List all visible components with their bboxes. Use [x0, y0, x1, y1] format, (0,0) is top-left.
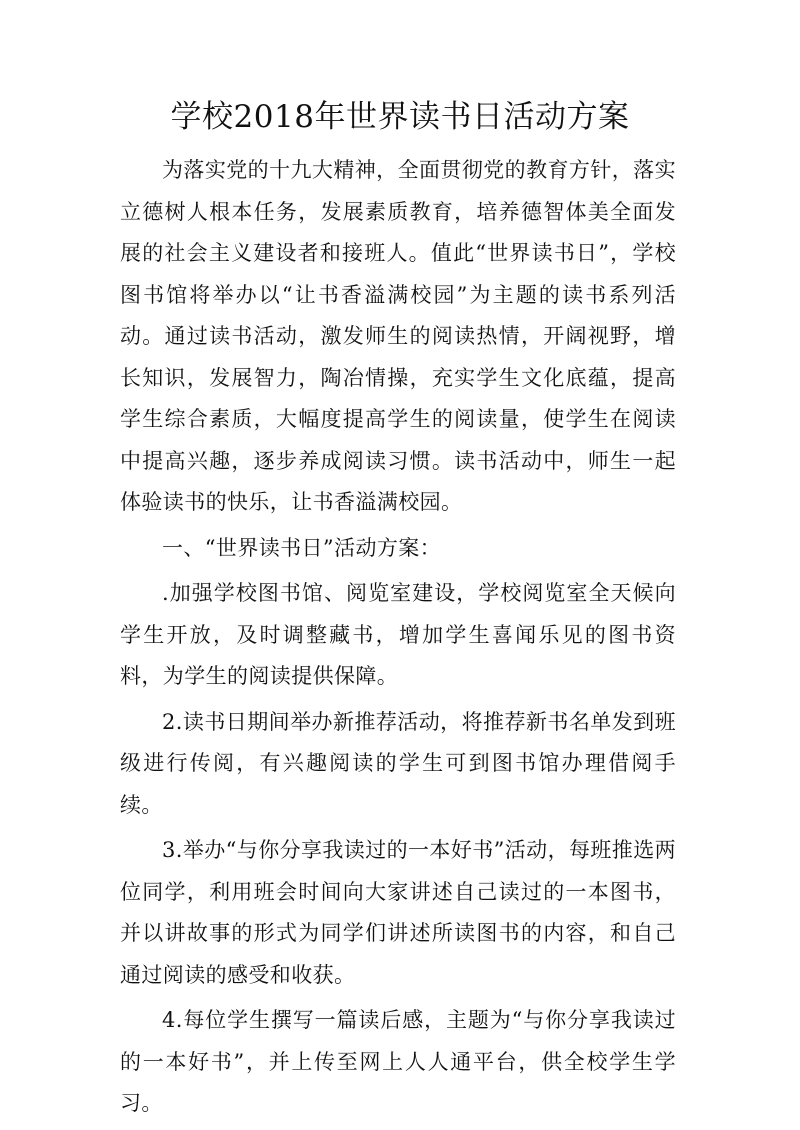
intro-paragraph: 为落实党的十九大精神，全面贯彻党的教育方针，落实立德树人根本任务，发展素质教育，培养德智体美全面发展的社会主义建设者和接班人。值此“世界读书日”，学校图书馆将举办以“让书香溢满校园”为主题的读书系列活动。通过读书活动，激发师生的阅读热情，开阔视野，增长知识，发展智力，陶冶情操，充实学生文化底蕴，提高学生综合素质，大幅度提高学生的阅读量，使学生在阅读中提高兴趣，逐步养成阅读习惯。读书活动中，师生一起体验读书的快乐，让书香溢满校园。 [120, 158, 676, 514]
section-heading: 一、“世界读书日”活动方案： [162, 535, 442, 560]
list-item: 3.举办“与你分享我读过的一本好书”活动，每班推选两位同学，利用班会时间向大家讲述自己读过的一本图书，并以讲故事的形式为同学们讲述所读图书的内容，和自己通过阅读的感受和收获。 [120, 838, 676, 987]
list-item: 2.读书日期间举办新推荐活动，将推荐新书名单发到班级进行传阅，有兴趣阅读的学生可到图书馆办理借阅手续。 [120, 709, 676, 817]
document-body [120, 150, 676, 1129]
document-title: 学校2018年世界读书日活动方案 [170, 99, 630, 135]
list-item: .加强学校图书馆、阅览室建设，学校阅览室全天候向学生开放，及时调整藏书，增加学生喜闻乐见的图书资料，为学生的阅读提供保障。 [120, 581, 676, 688]
list-item: 4.每位学生撰写一篇读后感，主题为“与你分享我读过的一本好书”，并上传至网上人人通平台，供全校学生学习。 [120, 1008, 676, 1115]
